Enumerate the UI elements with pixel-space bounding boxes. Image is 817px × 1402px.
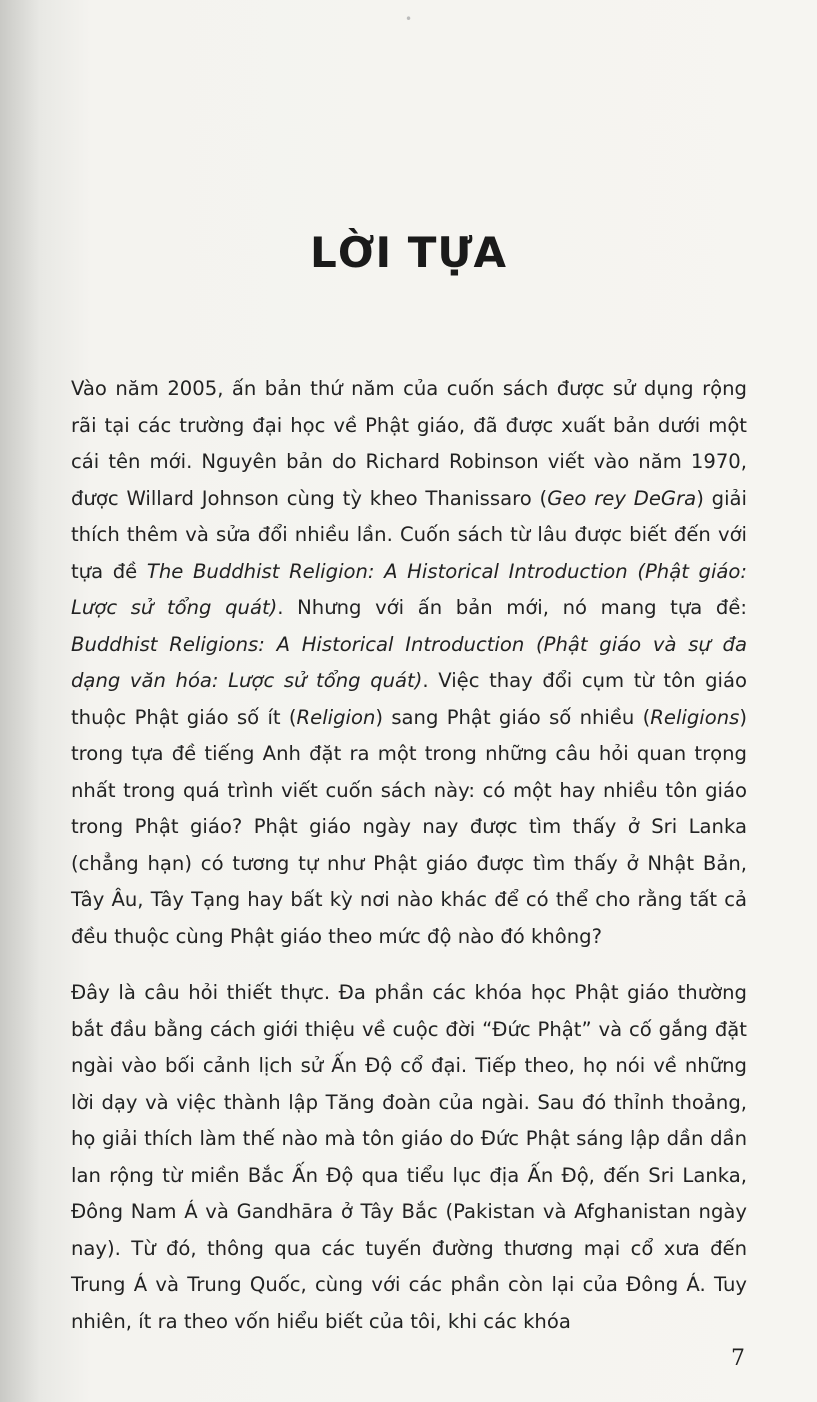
- italic-text: Buddhist Religions: A Historical Introduction (Phật giáo và sự đa dạng văn hóa: Lược sử tổng quát): [71, 632, 747, 692]
- text-run: ) trong tựa đề tiếng Anh đặt ra một trong những câu hỏi quan trọng nhất trong quá trình viết cuốn sách này: có một hay nhiều tôn giáo trong Phật giáo? Phật giáo ngày nay được tìm thấy ở Sri Lanka (chẳng hạn) có tương tự như Phật giáo được tìm thấy ở Nhật Bản, Tây Âu, Tây Tạng hay bất kỳ nơi nào khác để có thể cho rằng tất cả đều thuộc cùng Phật giáo theo mức độ nào đó không?: [71, 705, 747, 948]
- binding-mark: •: [404, 12, 413, 26]
- text-run: Đây là câu hỏi thiết thực. Đa phần các khóa học Phật giáo thường bắt đầu bằng cách giới thiệu về cuộc đời “Đức Phật” và cố gắng đặt ngài vào bối cảnh lịch sử Ấn Độ cổ đại. Tiếp theo, họ nói về những lời dạy và việc thành lập Tăng đoàn của ngài. Sau đó thỉnh thoảng, họ giải thích làm thế nào mà tôn giáo do Đức Phật sáng lập dần dần lan rộng từ miền Bắc Ấn Độ qua tiểu lục địa Ấn Độ, đến Sri Lanka, Đông Nam Á và Gandhāra ở Tây Bắc (Pakistan và Afghanistan ngày nay). Từ đó, thông qua các tuyến đường thương mại cổ xưa đến Trung Á và Trung Quốc, cùng với các phần còn lại của Đông Á. Tuy nhiên, ít ra theo vốn hiểu biết của tôi, khi các khóa: [71, 981, 747, 1333]
- italic-text: Religions: [650, 705, 740, 729]
- italic-text: Geo rey DeGra: [547, 486, 697, 510]
- text-run: ) sang Phật giáo số nhiều (: [375, 705, 651, 729]
- text-run: . Nhưng với ấn bản mới, nó mang tựa đề:: [277, 596, 747, 619]
- body-text: [71, 371, 747, 1340]
- paragraph-1: [71, 371, 747, 955]
- text-run: ) giải thích thêm và sửa đổi nhiều lần. Cuốn sách từ lâu được biết đến với tựa đề: [71, 486, 747, 583]
- paragraph-2: [71, 975, 747, 1340]
- text-run: Vào năm 2005, ấn bản thứ năm của cuốn sách được sử dụng rộng rãi tại các trường đại học về Phật giáo, đã được xuất bản dưới một cái tên mới. Nguyên bản do Richard Robinson viết vào năm 1970, được Willard Johnson cùng tỳ kheo Thanissaro (: [71, 377, 747, 510]
- page-title: LỜI TỰA: [310, 228, 507, 277]
- text-run: . Việc thay đổi cụm từ tôn giáo thuộc Phật giáo số ít (: [71, 669, 747, 729]
- italic-text: Religion: [296, 705, 376, 729]
- page-number: 7: [731, 1346, 745, 1371]
- italic-text: The Buddhist Religion: A Historical Introduction (Phật giáo: Lược sử tổng quát): [71, 559, 747, 619]
